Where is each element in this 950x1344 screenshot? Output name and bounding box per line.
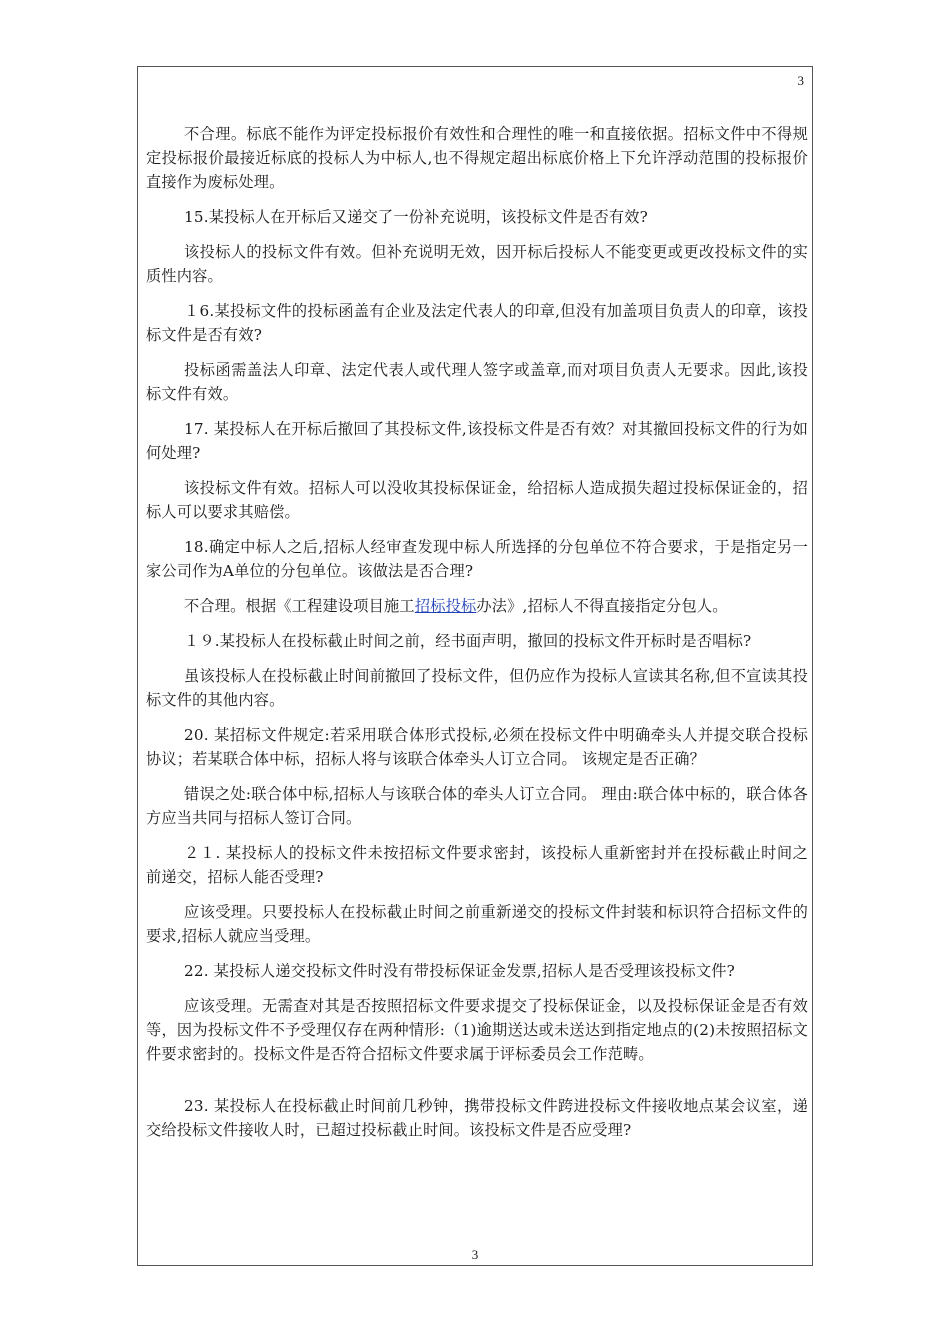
question-21: ２１. 某投标人的投标文件未按招标文件要求密封，该投标人重新密封并在投标截止时间之前递交，招标人能否受理?	[146, 844, 808, 886]
document-body	[146, 122, 808, 1153]
answer-20: 错误之处:联合体中标,招标人与该联合体的牵头人订立合同。 理由:联合体中标的，联合体各方应当共同与招标人签订合同。	[146, 785, 808, 827]
answer-14: 不合理。标底不能作为评定投标报价有效性和合理性的唯一和直接依据。招标文件中不得规定投标报价最接近标底的投标人为中标人,也不得规定超出标底价格上下允许浮动范围的投标报价直接作为废标处理。	[146, 125, 808, 191]
answer-18-text-before: 不合理。根据《工程建设项目施工	[184, 597, 415, 615]
question-20: 20. 某招标文件规定:若采用联合体形式投标,必须在投标文件中明确牵头人并提交联合投标协议；若某联合体中标，招标人将与该联合体牵头人订立合同。 该规定是否正确？	[146, 726, 808, 768]
page-frame	[137, 66, 813, 1266]
answer-18	[146, 594, 808, 618]
answer-19: 虽该投标人在投标截止时间前撤回了投标文件，但仍应作为投标人宣读其名称,但不宣读其投标文件的其他内容。	[146, 667, 808, 709]
question-19: １９.某投标人在投标截止时间之前，经书面声明，撤回的投标文件开标时是否唱标?	[184, 632, 752, 650]
question-15: 15.某投标人在开标后又递交了一份补充说明，该投标文件是否有效?	[184, 208, 648, 226]
answer-16: 投标函需盖法人印章、法定代表人或代理人签字或盖章,而对项目负责人无要求。因此,该投标文件有效。	[146, 361, 808, 403]
question-18: 18.确定中标人之后,招标人经审查发现中标人所选择的分包单位不符合要求，于是指定另一家公司作为A单位的分包单位。该做法是否合理?	[146, 538, 808, 580]
answer-21: 应该受理。只要投标人在投标截止时间之前重新递交的投标文件封装和标识符合招标文件的要求,招标人就应当受理。	[146, 903, 808, 945]
answer-22: 应该受理。无需查对其是否按照招标文件要求提交了投标保证金，以及投标保证金是否有效等，因为投标文件不予受理仅存在两种情形:（1)逾期送达或未送达到指定地点的(2)未按照招标文件要求密封的。投标文件是否符合招标文件要求属于评标委员会工作范畴。	[146, 997, 808, 1063]
bidding-link[interactable]: 招标投标	[414, 597, 477, 615]
question-17: 17. 某投标人在开标后撤回了其投标文件,该投标文件是否有效？对其撤回投标文件的行为如何处理?	[146, 420, 808, 462]
page-number-top: 3	[797, 73, 804, 88]
question-22: 22. 某投标人递交投标文件时没有带投标保证金发票,招标人是否受理该投标文件?	[184, 962, 735, 980]
question-23: 23. 某投标人在投标截止时间前几秒钟，携带投标文件跨进投标文件接收地点某会议室，递交给投标文件接收人时，已超过投标截止时间。该投标文件是否应受理?	[146, 1097, 808, 1139]
answer-17: 该投标文件有效。招标人可以没收其投标保证金，给招标人造成损失超过投标保证金的，招标人可以要求其赔偿。	[146, 479, 808, 521]
page-number-bottom: 3	[471, 1247, 479, 1262]
answer-15: 该投标人的投标文件有效。但补充说明无效，因开标后投标人不能变更或更改投标文件的实质性内容。	[146, 243, 808, 285]
answer-18-text-after: 办法》,招标人不得直接指定分包人。	[476, 597, 728, 615]
question-16: １6.某投标文件的投标函盖有企业及法定代表人的印章,但没有加盖项目负责人的印章，该投标文件是否有效?	[146, 302, 808, 344]
